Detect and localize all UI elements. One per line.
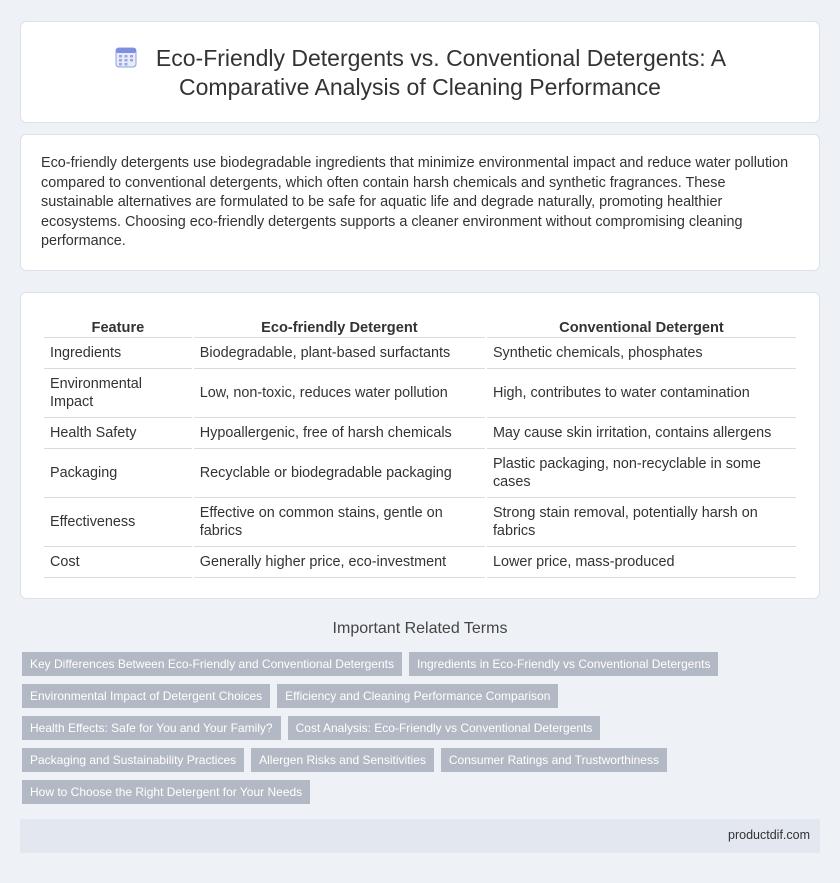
table-cell: Synthetic chemicals, phosphates [487,338,796,369]
table-cell: Strong stain removal, potentially harsh on fabrics [487,498,796,547]
table-header: Conventional Detergent [487,316,796,338]
table-cell: Health Safety [44,418,192,449]
related-term-link[interactable]: Key Differences Between Eco-Friendly and Conventional Detergents [22,652,402,676]
table-row [44,547,796,578]
related-term-link[interactable]: Efficiency and Cleaning Performance Comparison [277,684,558,708]
table-row [44,338,796,369]
table-cell: Biodegradable, plant-based surfactants [194,338,485,369]
table-cell: Generally higher price, eco-investment [194,547,485,578]
table-cell: Ingredients [44,338,192,369]
table-cell: Low, non-toxic, reduces water pollution [194,369,485,418]
title-line-1: Eco-Friendly Detergents vs. Conventional Detergents: A [155,45,727,71]
table-cell: May cause skin irritation, contains allergens [487,418,796,449]
table-header-row [44,316,796,338]
related-term-link[interactable]: Allergen Risks and Sensitivities [251,748,434,772]
related-terms-list [22,652,822,812]
related-term-link[interactable]: Packaging and Sustainability Practices [22,748,244,772]
header-card [20,21,820,123]
table-row [44,449,796,498]
table-cell: Plastic packaging, non-recyclable in some cases [487,449,796,498]
table-cell: Cost [44,547,192,578]
related-term-link[interactable]: Environmental Impact of Detergent Choices [22,684,270,708]
table-cell: Packaging [44,449,192,498]
title-line-2: Comparative Analysis of Cleaning Performance [179,74,661,100]
table-cell: Environmental Impact [44,369,192,418]
footer-site-link[interactable]: productdif.com [728,828,810,842]
comparison-table-card [20,292,820,599]
table-cell: Lower price, mass-produced [487,547,796,578]
table-cell: Effective on common stains, gentle on fabrics [194,498,485,547]
table-cell: Effectiveness [44,498,192,547]
footer [20,819,820,853]
related-term-link[interactable]: Ingredients in Eco-Friendly vs Conventional Detergents [409,652,718,676]
table-header: Feature [44,316,192,338]
comparison-table [42,316,798,578]
related-term-link[interactable]: Cost Analysis: Eco-Friendly vs Conventional Detergents [288,716,601,740]
table-row [44,498,796,547]
table-row [44,369,796,418]
table-cell: High, contributes to water contamination [487,369,796,418]
page-title [21,44,819,102]
related-terms-title: Important Related Terms [332,620,508,637]
calendar-icon [114,45,138,69]
intro-card [20,134,820,271]
intro-paragraph: Eco-friendly detergents use biodegradable ingredients that minimize environmental impact and reduce water pollution compared to conventional detergents, which often contain harsh chemicals and synthetic fragrances. These sustainable alternatives are formulated to be safe for aquatic life and degrade naturally, promoting healthier ecosystems. Choosing eco-friendly detergents supports a cleaner environment without compromising cleaning performance. [41,155,789,249]
related-term-link[interactable]: Consumer Ratings and Trustworthiness [441,748,667,772]
table-cell: Recyclable or biodegradable packaging [194,449,485,498]
table-cell: Hypoallergenic, free of harsh chemicals [194,418,485,449]
table-row [44,418,796,449]
related-term-link[interactable]: Health Effects: Safe for You and Your Family? [22,716,281,740]
related-term-link[interactable]: How to Choose the Right Detergent for Your Needs [22,780,310,804]
table-header: Eco-friendly Detergent [194,316,485,338]
